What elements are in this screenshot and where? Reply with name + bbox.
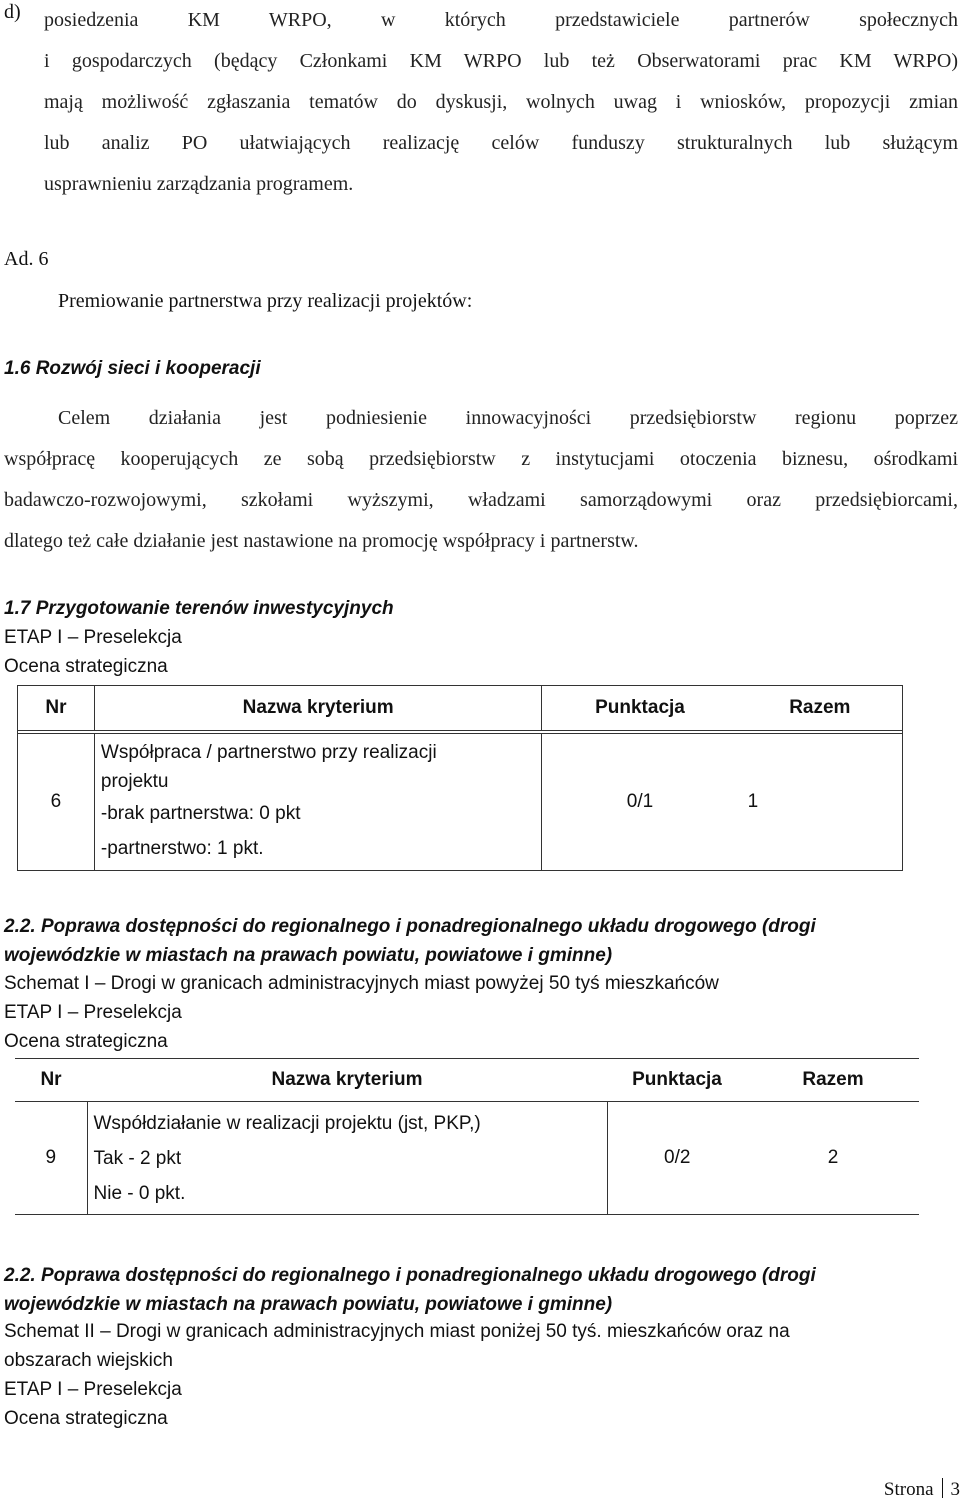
paragraph-line: współpracę kooperujących ze sobą przedsiębiorstw z instytucjami otoczenia biznesu, ośrodkami	[4, 448, 958, 470]
table-row	[18, 734, 903, 871]
section-heading-2-2	[4, 1261, 954, 1319]
criterion-line: projektu	[100, 771, 169, 792]
criteria-table	[15, 1058, 919, 1215]
schemat-label: obszarach wiejskich	[4, 1350, 173, 1371]
cell-nr: 9	[15, 1102, 87, 1215]
section-d-paragraph	[44, 0, 958, 205]
page-number: 3	[950, 1479, 960, 1500]
paragraph-line: badawczo-rozwojowymi, szkołami wyższymi, władzami samorządowymi oraz przedsiębiorcami,	[4, 489, 958, 511]
cell-punktacja: 0/1	[542, 734, 738, 871]
schemat-label: Schemat II – Drogi w granicach administracyjnych miast poniżej 50 tyś. mieszkańców oraz na	[4, 1321, 790, 1342]
heading-line: 2.2. Poprawa dostępności do regionalnego i ponadregionalnego układu drogowego (drogi	[4, 916, 816, 937]
paragraph-line: usprawnieniu zarządzania programem.	[44, 173, 354, 195]
etap-label: ETAP I – Preselekcja	[4, 1379, 182, 1400]
criterion-line: -partnerstwo: 1 pkt.	[100, 838, 264, 859]
section-heading-1-7: 1.7 Przygotowanie terenów inwestycyjnych	[4, 598, 394, 619]
cell-nr: 6	[18, 734, 95, 871]
paragraph-line: dlatego też całe działanie jest nastawione na promocję współpracy i partnerstw.	[4, 530, 639, 552]
etap-label: ETAP I – Preselekcja	[4, 627, 182, 648]
header-punktacja: Punktacja	[607, 1059, 747, 1102]
header-razem: Razem	[747, 1059, 919, 1102]
header-nazwa: Nazwa kryterium	[94, 686, 541, 731]
paragraph-line: lub analiz PO ułatwiających realizację celów funduszy strukturalnych lub służącym	[44, 132, 958, 154]
cell-punktacja: 0/2	[607, 1102, 747, 1215]
criteria-table	[17, 685, 903, 871]
ocena-label: Ocena strategiczna	[4, 1408, 168, 1429]
criterion-line: Współdziałanie w realizacji projektu (jst, PKP,)	[93, 1112, 481, 1134]
table-row	[15, 1102, 919, 1215]
paragraph-line: posiedzenia KM WRPO, w których przedstawiciele partnerów społecznych	[44, 9, 958, 31]
header-nr: Nr	[18, 686, 95, 731]
heading-line: wojewódzkie w miastach na prawach powiatu, powiatowe i gminne)	[4, 1294, 613, 1315]
table-header-row	[18, 686, 903, 731]
ad-label: Ad. 6	[4, 248, 49, 270]
schemat-label: Schemat I – Drogi w granicach administracyjnych miast powyżej 50 tyś mieszkańców	[4, 973, 719, 994]
cell-razem: 1	[738, 734, 903, 871]
header-nr: Nr	[15, 1059, 87, 1102]
section-heading-1-6: 1.6 Rozwój sieci i kooperacji	[4, 358, 261, 379]
criterion-line: -brak partnerstwa: 0 pkt	[100, 803, 301, 824]
criterion-line: Współpraca / partnerstwo przy realizacji	[100, 742, 437, 763]
header-punktacja: Punktacja	[542, 686, 738, 731]
cell-nazwa	[94, 734, 541, 871]
criterion-line: Tak - 2 pkt	[93, 1147, 182, 1169]
heading-line: 2.2. Poprawa dostępności do regionalnego i ponadregionalnego układu drogowego (drogi	[4, 1265, 816, 1286]
heading-line: wojewódzkie w miastach na prawach powiatu, powiatowe i gminne)	[4, 945, 613, 966]
paragraph-line: i gospodarczych (będący Członkami KM WRPO lub też Obserwatorami prac KM WRPO)	[44, 50, 958, 72]
cell-nazwa	[87, 1102, 607, 1215]
etap-label: ETAP I – Preselekcja	[4, 1002, 182, 1023]
paragraph-line: Celem działania jest podniesienie innowacyjności przedsiębiorstw regionu poprzez	[58, 407, 958, 429]
ocena-label: Ocena strategiczna	[4, 1031, 168, 1052]
section-heading-2-2	[4, 912, 954, 970]
criterion-line: Nie - 0 pkt.	[93, 1182, 186, 1204]
header-nazwa: Nazwa kryterium	[87, 1059, 607, 1102]
list-marker-d: d)	[4, 1, 21, 23]
table-header-row	[15, 1059, 919, 1102]
paragraph-line: mają możliwość zgłaszania tematów do dyskusji, wolnych uwag i wniosków, propozycji zmian	[44, 91, 958, 113]
header-razem: Razem	[738, 686, 903, 731]
footer-label: Strona	[883, 1479, 934, 1500]
ocena-label: Ocena strategiczna	[4, 656, 168, 677]
section-1-6-paragraph	[4, 398, 958, 562]
page-footer	[884, 1478, 960, 1501]
cell-razem: 2	[747, 1102, 919, 1215]
footer-separator	[942, 1478, 943, 1498]
ad-title: Premiowanie partnerstwa przy realizacji projektów:	[58, 290, 473, 312]
